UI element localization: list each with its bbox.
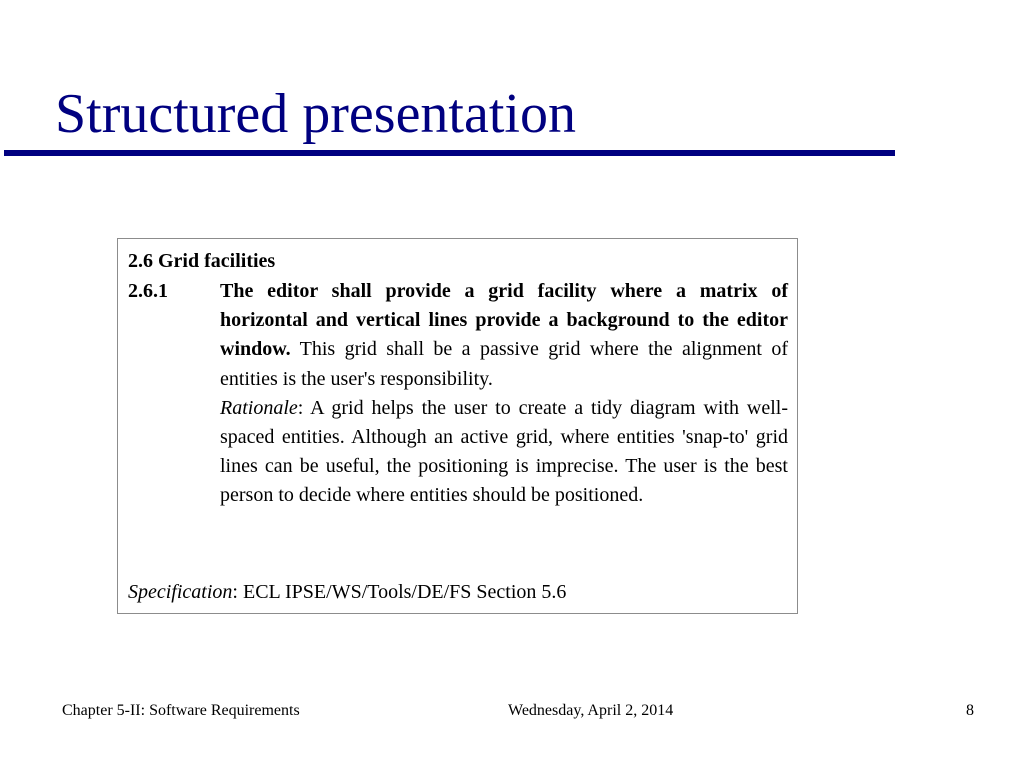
title-underline-rule [4, 150, 895, 156]
requirement-number: 2.6.1 [128, 280, 168, 302]
section-heading: 2.6 Grid facilities [128, 250, 276, 272]
specification-reference [128, 578, 566, 607]
footer-page-number: 8 [966, 702, 974, 719]
requirement-spec-box [117, 238, 798, 614]
requirement-paragraph [220, 277, 788, 394]
slide-title: Structured presentation [55, 83, 576, 145]
specification-text: : ECL IPSE/WS/Tools/DE/FS Section 5.6 [232, 581, 567, 603]
specification-label: Specification [128, 581, 233, 603]
requirement-detail: This grid shall be a passive grid where the alignment of entities is the user's responsibility. [220, 338, 789, 390]
requirement-statement: The editor shall provide a grid facility where a matrix of horizontal and vertical lines provide a background to the editor window. [220, 280, 788, 361]
requirement-body [220, 277, 788, 511]
footer-chapter: Chapter 5-II: Software Requirements [62, 702, 300, 719]
rationale-text: : A grid helps the user to create a tidy diagram with well-spaced entities. Although an active grid, where entities 'snap-to' grid lines can be useful, the positioning is imprecise. The user is the best person to decide where entities should be positioned. [220, 396, 788, 507]
rationale-paragraph [220, 394, 788, 511]
rationale-label: Rationale [220, 396, 298, 419]
footer-date: Wednesday, April 2, 2014 [508, 702, 674, 719]
